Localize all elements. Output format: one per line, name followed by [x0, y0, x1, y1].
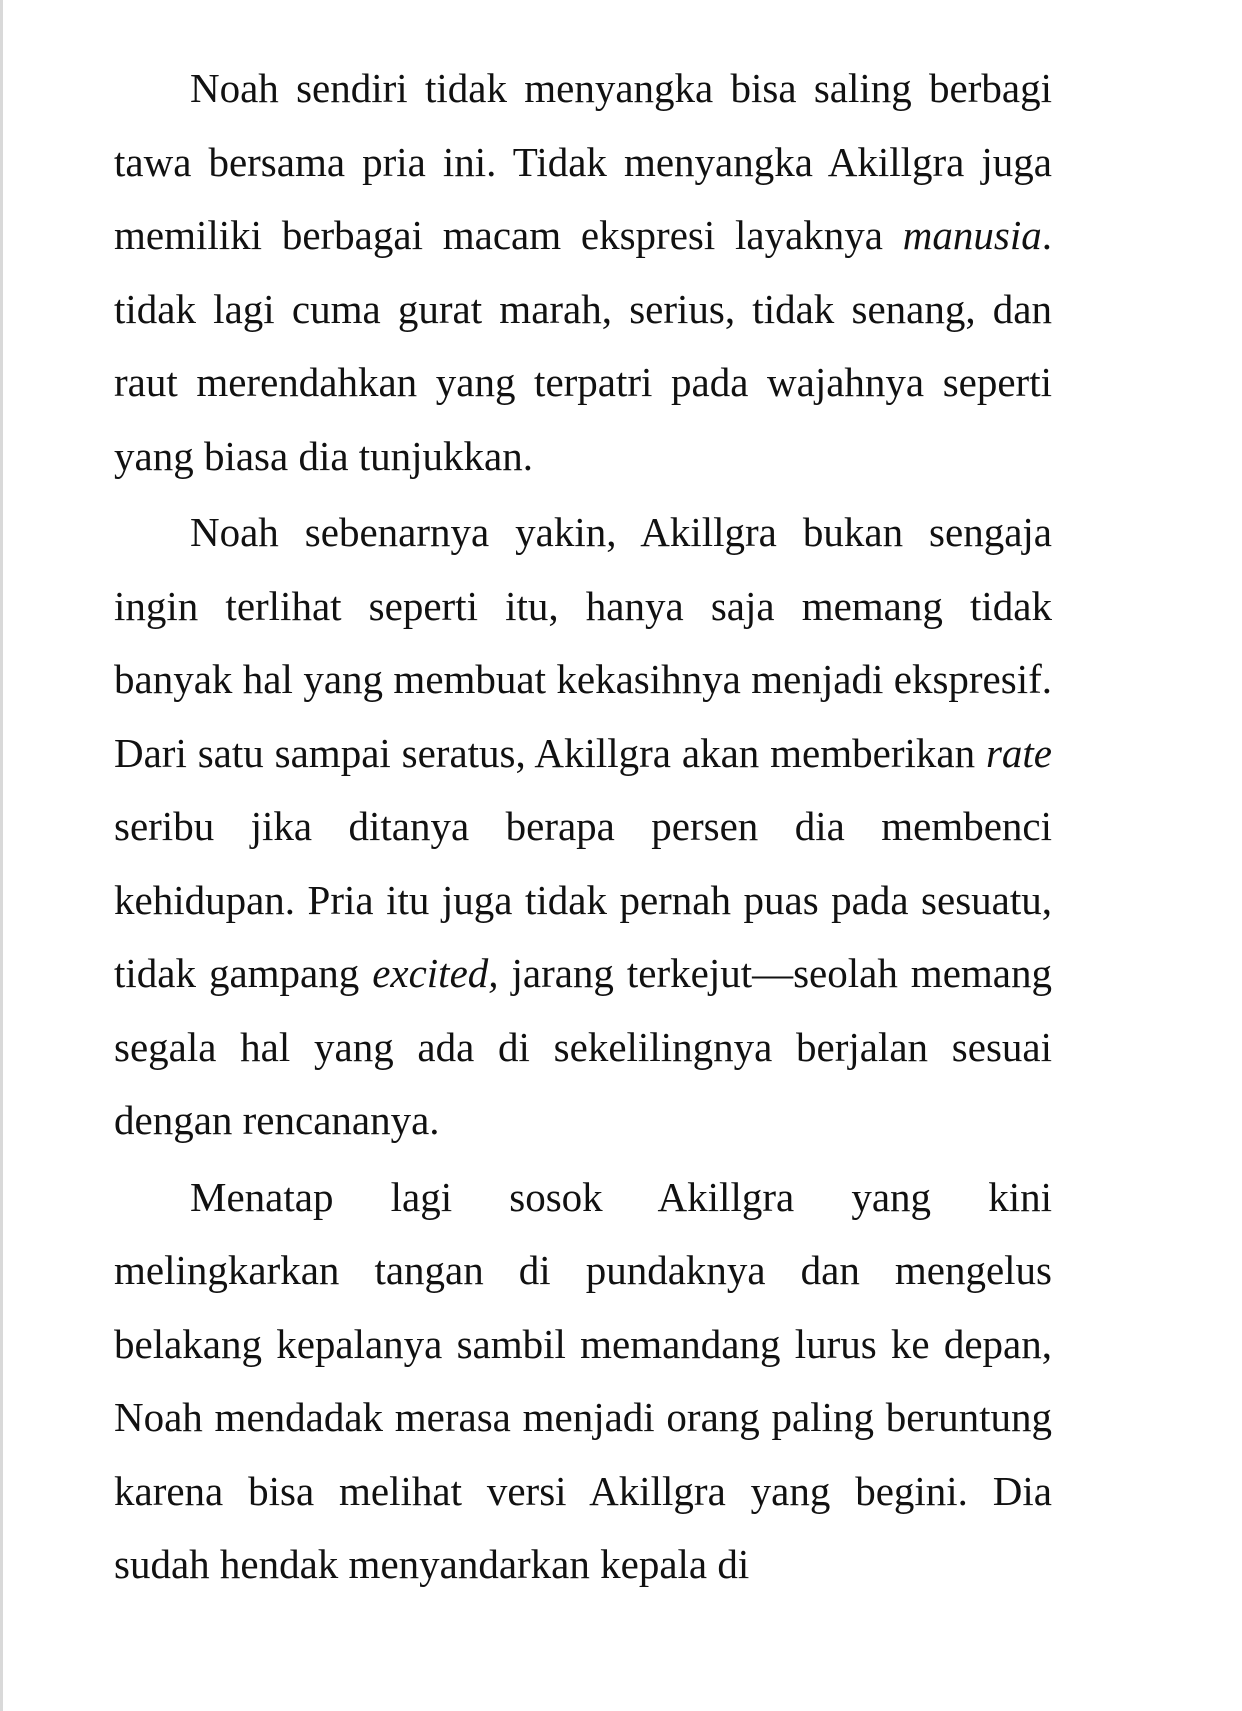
page-edge: [0, 0, 3, 1711]
text-run: jarang terkejut—seolah memang segala hal yang ada di sekelilingnya berjalan sesuai dengan rencananya.: [114, 950, 1052, 1143]
italic-text-run: rate: [985, 729, 1052, 776]
paragraph-1: [114, 52, 1052, 493]
text-run: . tidak lagi cuma gurat marah, serius, tidak senang, dan raut merendahkan yang terpatri pada wajahnya seperti yang biasa dia tunjukkan.: [114, 212, 1052, 479]
paragraph-2: [114, 496, 1052, 1158]
italic-text-run: manusia: [902, 212, 1042, 258]
paragraph-3: [114, 1161, 1052, 1602]
italic-text-run: excited,: [372, 950, 499, 996]
text-run: seribu jika ditanya berapa persen dia membenci kehidupan. Pria itu juga tidak pernah puas pada sesuatu, tidak gampang: [114, 803, 1052, 996]
text-run: Menatap lagi sosok Akillgra yang kini melingkarkan tangan di pundaknya dan mengelus belakang kepalanya sambil memandang lurus ke depan, Noah mendadak merasa menjadi orang paling beruntung karena bisa melihat versi Akillgra yang begini. Dia sudah hendak menyandarkan kepala di: [114, 1173, 1052, 1587]
text-run: Noah sendiri tidak menyangka bisa saling berbagi tawa bersama pria ini. Tidak menyangka Akillgra juga memiliki berbagai macam ekspresi layaknya: [114, 65, 1052, 258]
text-run: Noah sebenarnya yakin, Akillgra bukan sengaja ingin terlihat seperti itu, hanya saja memang tidak banyak hal yang membuat kekasihnya menjadi ekspresif. Dari satu sampai seratus, Akillgra akan memberikan: [114, 509, 1052, 776]
book-page: [114, 52, 1052, 1602]
